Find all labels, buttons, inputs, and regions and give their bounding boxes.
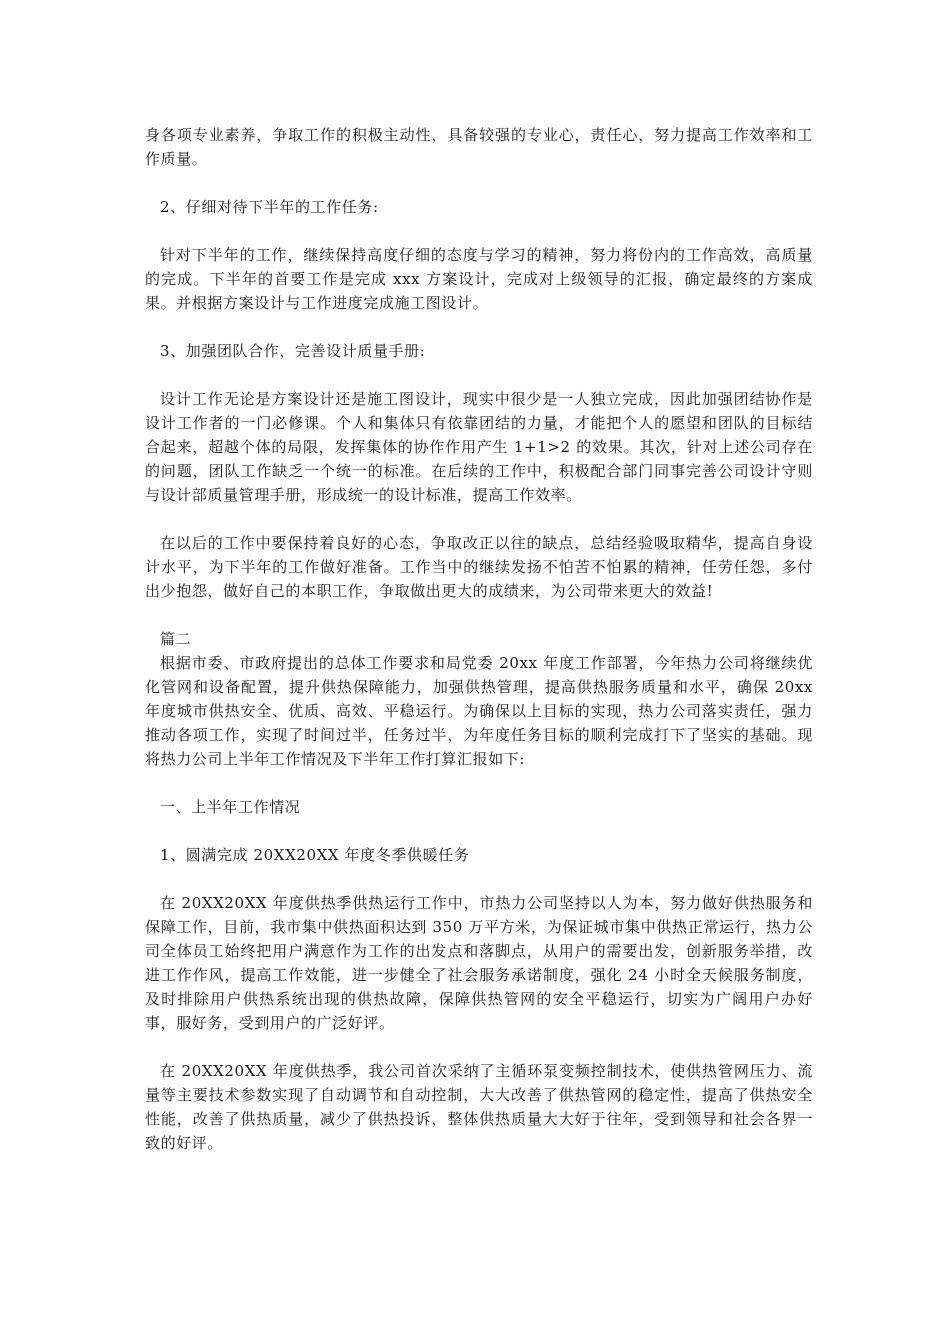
section-heading-3: 3、加强团队合作，完善设计质量手册: bbox=[160, 342, 426, 360]
paragraph-continuation: 身各项专业素养，争取工作的积极主动性，具备较强的专业心，责任心，努力提高工作效率和工作质量。 bbox=[145, 126, 813, 168]
paragraph: 根据市委、市政府提出的总体工作要求和局党委 20xx 年度工作部署，今年热力公司将继续优化管网和设备配置，提升供热保障能力，加强供热管理，提高供热服务质量和水平，确保 20xx 年度城市供热安全、优质、高效、平稳运行。为确保以上目标的实现，热力公司落实责任，强力推动各项工作，实现了时间过半，任务过半，为年度任务目标的顺利完成打下了坚实的基础。现将热力公司上半年工作情况及下半年工作打算汇报如下: bbox=[145, 654, 813, 768]
paragraph: 在以后的工作中要保持着良好的心态，争取改正以往的缺点，总结经验吸取精华，提高自身设计水平，为下半年的工作做好准备。工作当中的继续发扬不怕苦不怕累的精神，任劳任怨，多付出少抱怨，做好自己的本职工作，争取做出更大的成绩来，为公司带来更大的效益! bbox=[145, 534, 813, 600]
subsection-heading: 1、圆满完成 20XX20XX 年度冬季供暖任务 bbox=[160, 846, 470, 864]
paragraph: 在 20XX20XX 年度供热季，我公司首次采纳了主循环泵变频控制技术，使供热管网压力、流量等主要技术参数实现了自动调节和自动控制，大大改善了供热管网的稳定性，提高了供热安全性能，改善了供热质量，减少了供热投诉，整体供热质量大大好于往年，受到领导和社会各界一致的好评。 bbox=[145, 1062, 813, 1152]
section-heading-2: 2、仔细对待下半年的工作任务: bbox=[160, 198, 379, 216]
section-heading-1: 一、上半年工作情况 bbox=[160, 798, 301, 816]
paragraph: 设计工作无论是方案设计还是施工图设计，现实中很少是一人独立完成，因此加强团结协作是设计工作者的一门必修课。个人和集体只有依靠团结的力量，才能把个人的愿望和团队的目标结合起来，超越个体的局限，发挥集体的协作作用产生 1+1>2 的效果。其次，针对上述公司存在的问题，团队工作缺乏一个统一的标准。在后续的工作中，积极配合部门同事完善公司设计守则与设计部质量管理手册，形成统一的设计标准，提高工作效率。 bbox=[145, 390, 813, 504]
paragraph: 在 20XX20XX 年度供热季供热运行工作中，市热力公司坚持以人为本，努力做好供热服务和保障工作，目前，我市集中供热面积达到 350 万平方米，为保证城市集中供热正常运行，热力公司全体员工始终把用户满意作为工作的出发点和落脚点，从用户的需要出发，创新服务举措，改进工作作风，提高工作效能，进一步健全了社会服务承诺制度，强化 24 小时全天候服务制度，及时排除用户供热系统出现的供热故障，保障供热管网的安全平稳运行，切实为广阔用户办好事，服好务，受到用户的广泛好评。 bbox=[145, 894, 813, 1032]
chapter-title: 篇二 bbox=[160, 630, 192, 648]
document-page bbox=[145, 123, 813, 1179]
paragraph: 针对下半年的工作，继续保持高度仔细的态度与学习的精神，努力将份内的工作高效，高质量的完成。下半年的首要工作是完成 xxx 方案设计，完成对上级领导的汇报，确定最终的方案成果。并根据方案设计与工作进度完成施工图设计。 bbox=[145, 246, 813, 312]
